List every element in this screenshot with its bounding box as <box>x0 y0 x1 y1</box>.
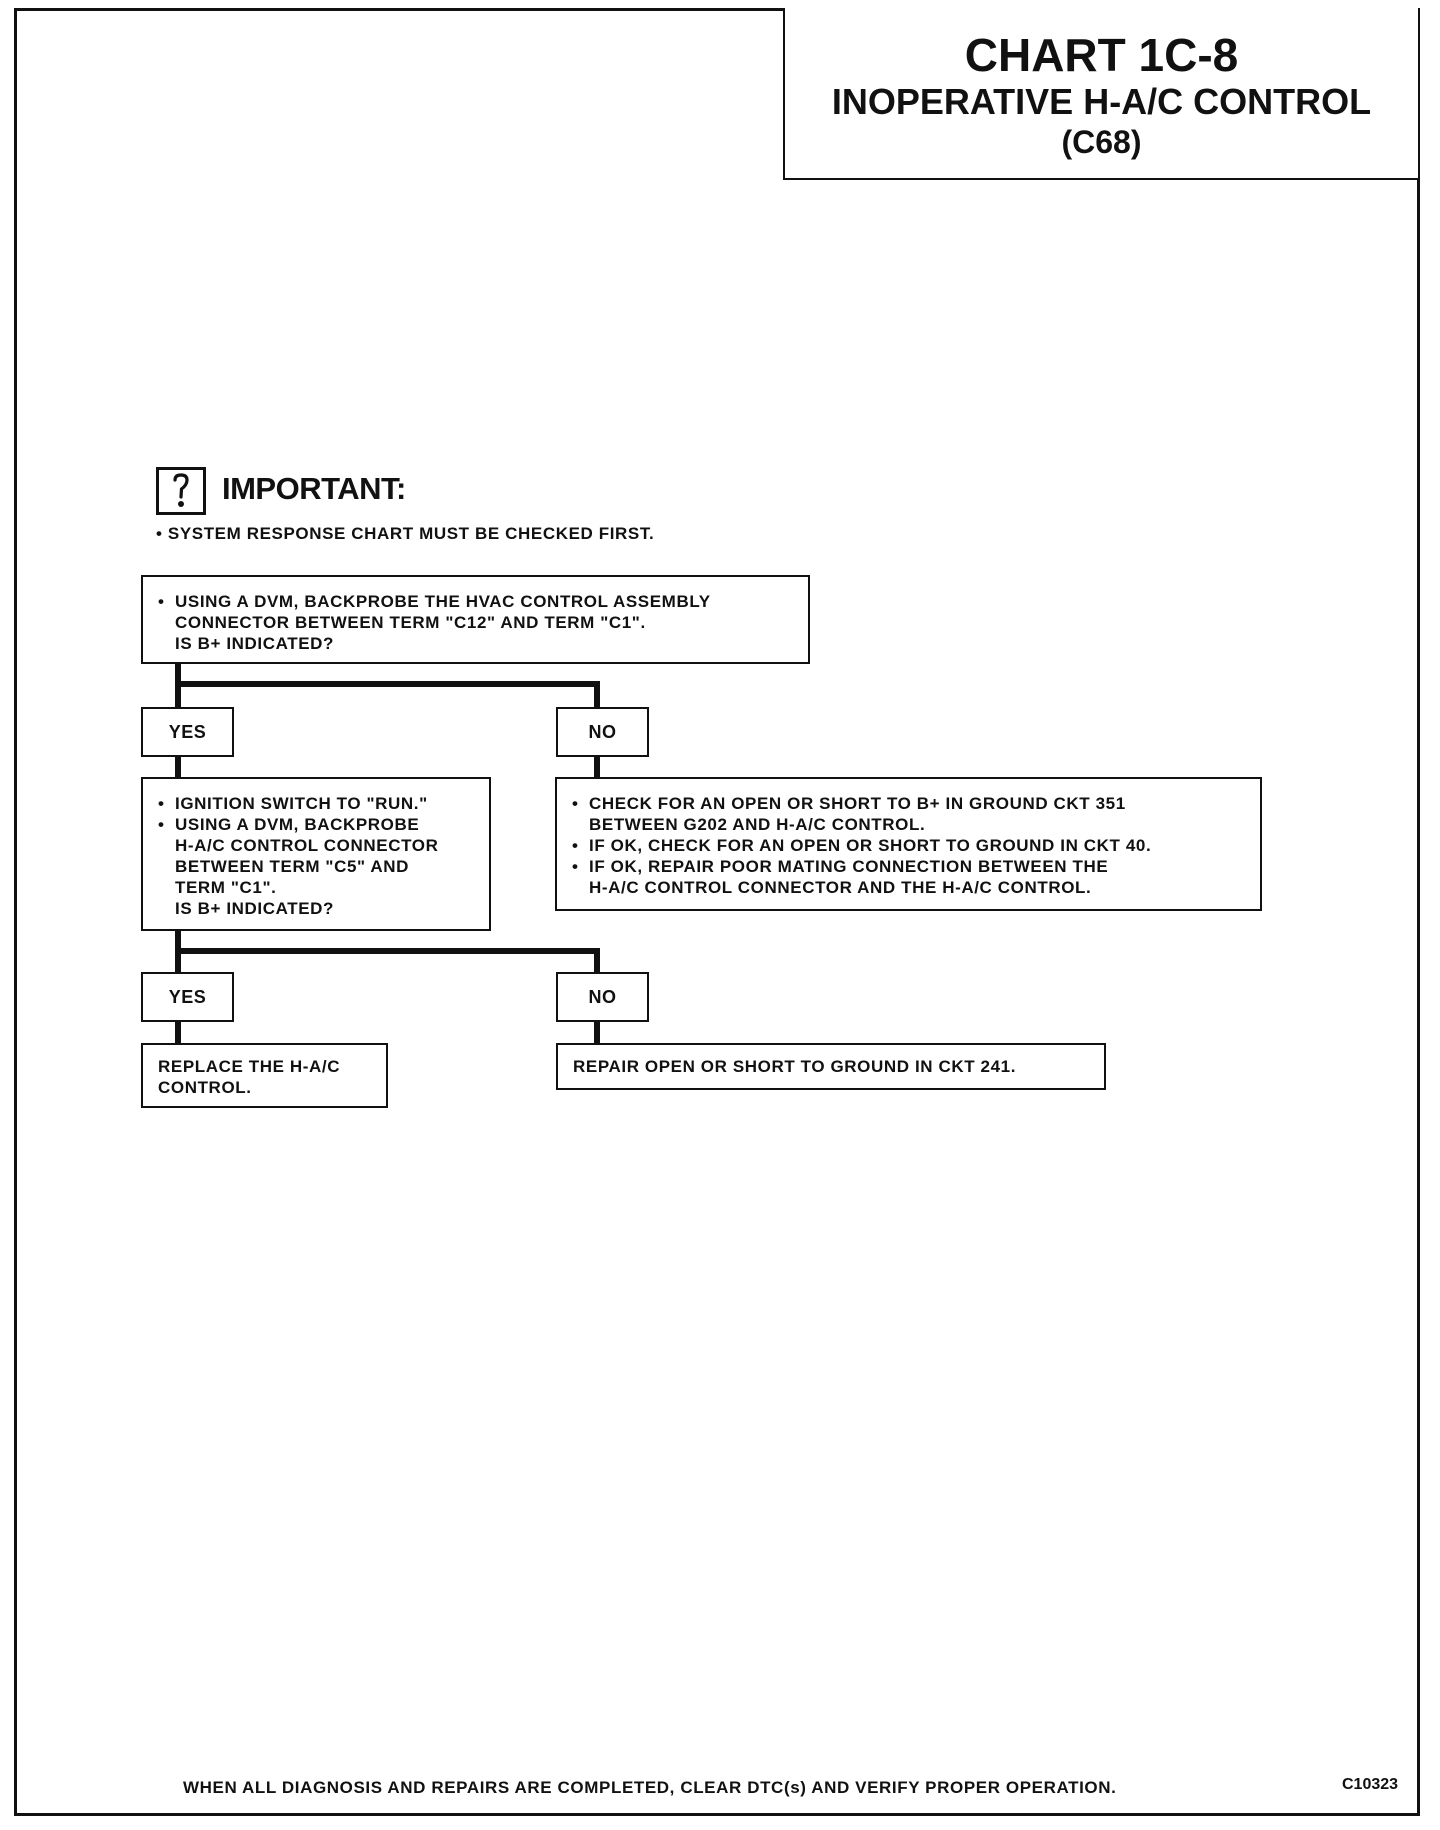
figure-id: C10323 <box>1342 1776 1399 1793</box>
exclamation-icon <box>156 467 206 515</box>
yes-label-1: YES <box>141 707 234 757</box>
step2-yes-item: • USING A DVM, BACKPROBE H-A/C CONTROL CONNECTOR BETWEEN TERM "C5" AND TERM "C1". IS B+ INDICATED? <box>158 814 481 919</box>
step1-list <box>158 591 798 654</box>
step2-yes-list <box>158 793 481 919</box>
result-yes-text: REPLACE THE H-A/C CONTROL. <box>158 1057 341 1097</box>
footer-note: WHEN ALL DIAGNOSIS AND REPAIRS ARE COMPLETED, CLEAR DTC(s) AND VERIFY PROPER OPERATION. <box>183 1778 1117 1797</box>
important-note: • SYSTEM RESPONSE CHART MUST BE CHECKED FIRST. <box>156 524 655 543</box>
no-label-1: NO <box>556 707 649 757</box>
important-label: IMPORTANT: <box>222 471 406 506</box>
no-label-2: NO <box>556 972 649 1022</box>
result-yes-box <box>141 1043 388 1108</box>
chart-code: (C68) <box>1061 124 1142 160</box>
step2-yes-box <box>141 777 491 931</box>
chart-title: INOPERATIVE H-A/C CONTROL <box>831 81 1372 122</box>
step2-no-item: • IF OK, CHECK FOR AN OPEN OR SHORT TO GROUND IN CKT 40. <box>572 835 1252 856</box>
step1-item: • USING A DVM, BACKPROBE THE HVAC CONTROL ASSEMBLY CONNECTOR BETWEEN TERM "C12" AND TERM "C1". IS B+ INDICATED? <box>158 591 798 654</box>
step2-no-list <box>572 793 1252 898</box>
step1-box <box>141 575 810 664</box>
yes-label-2: YES <box>141 972 234 1022</box>
step2-no-box <box>555 777 1262 911</box>
step2-no-item: • CHECK FOR AN OPEN OR SHORT TO B+ IN GROUND CKT 351 BETWEEN G202 AND H-A/C CONTROL. <box>572 793 1252 835</box>
result-no-box <box>556 1043 1106 1090</box>
step2-no-item: • IF OK, REPAIR POOR MATING CONNECTION BETWEEN THE H-A/C CONTROL CONNECTOR AND THE H-A/C CONTROL. <box>572 856 1252 898</box>
chart-number: CHART 1C-8 <box>964 29 1239 81</box>
result-no-text: REPAIR OPEN OR SHORT TO GROUND IN CKT 241. <box>573 1057 1017 1076</box>
step2-yes-item: • IGNITION SWITCH TO "RUN." <box>158 793 481 814</box>
